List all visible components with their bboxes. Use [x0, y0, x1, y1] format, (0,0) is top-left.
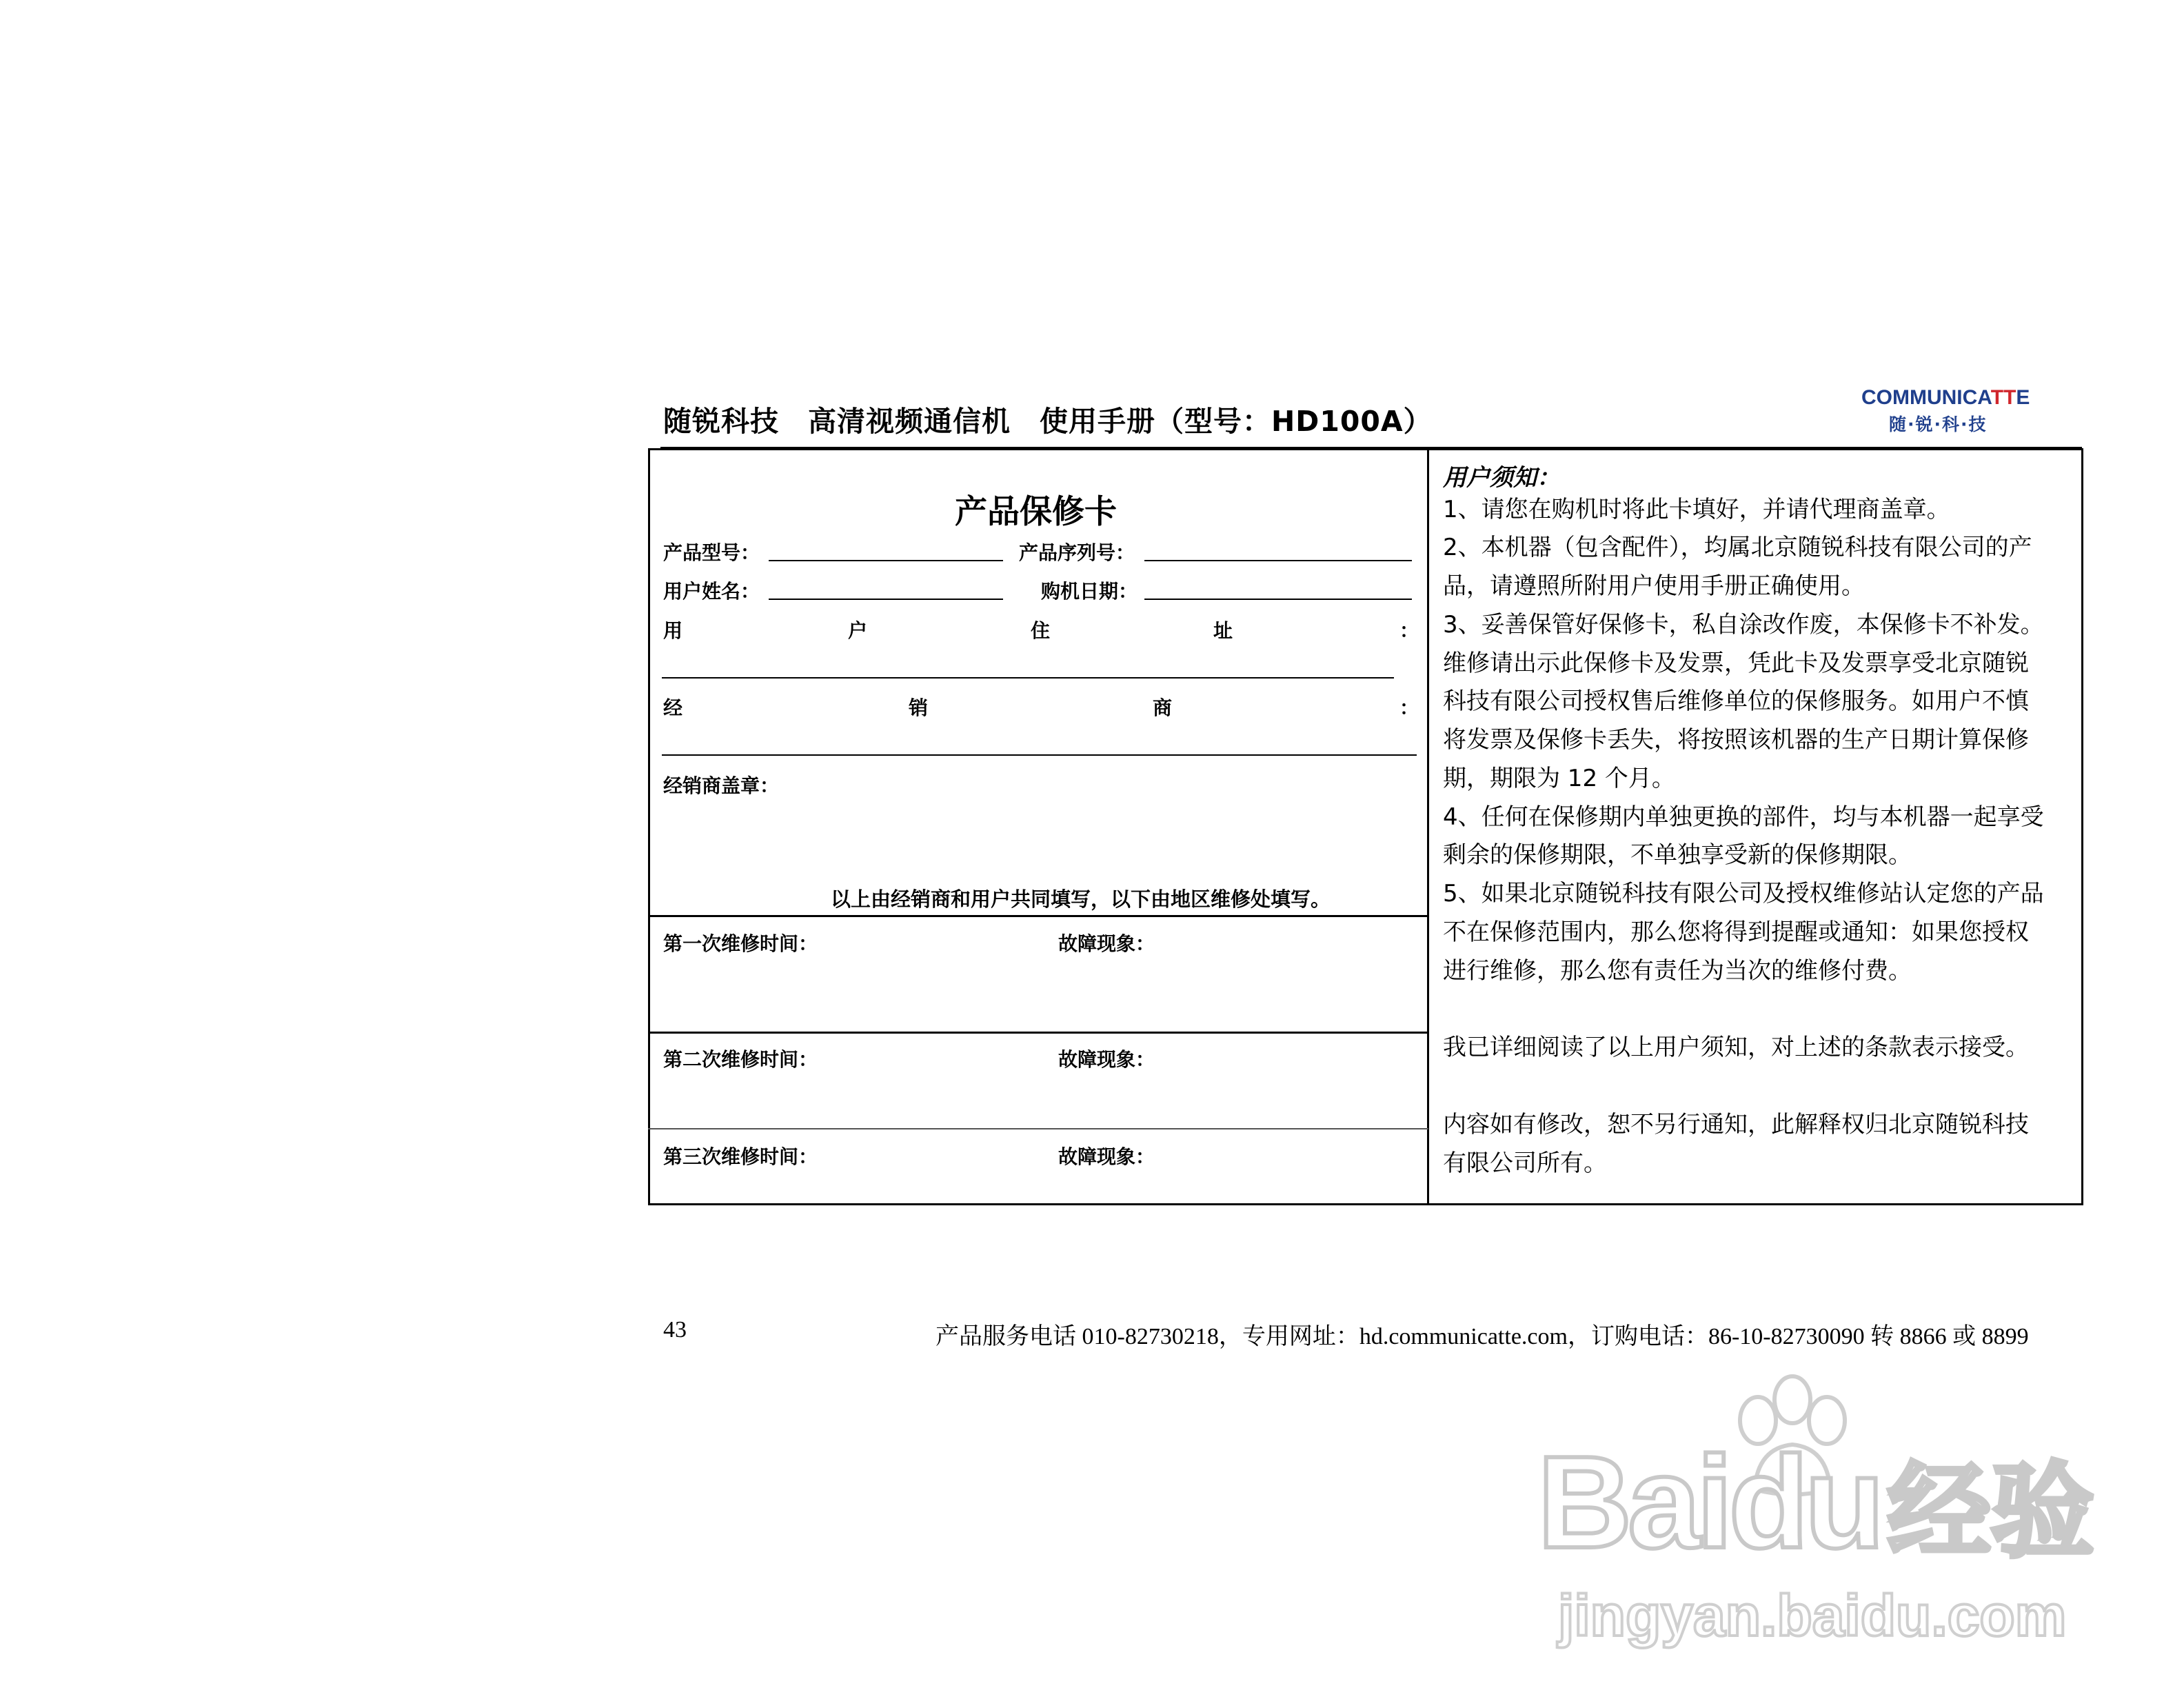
notice-line: 5、如果北京随锐科技有限公司及授权维修站认定您的产品: [1443, 880, 2044, 907]
section-divider: [648, 915, 1428, 917]
notice-line: 维修请出示此保修卡及发票，凭此卡及发票享受北京随锐: [1443, 650, 2029, 677]
dealer-char: 销: [909, 696, 929, 719]
notice-line: 将发票及保修卡丢失，将按照该机器的生产日期计算保修: [1443, 726, 2029, 754]
repair-3-fault-label: 故障现象：: [1058, 1145, 1155, 1168]
repair-1-fault-label: 故障现象：: [1058, 932, 1155, 955]
watermark-domain: jingyan.baidu.com: [1558, 1583, 2067, 1648]
section-divider: [648, 1032, 1428, 1034]
disclaimer-line: 内容如有修改，恕不另行通知，此解释权归北京随锐科技: [1443, 1111, 2029, 1138]
section-divider: [648, 1128, 1428, 1129]
user-name-field-line[interactable]: [769, 599, 1003, 600]
serial-label: 产品序列号：: [1019, 541, 1135, 564]
purchase-date-field-line[interactable]: [1144, 599, 1412, 600]
watermark-brand: Baidu经验: [1537, 1429, 2094, 1576]
page-number: 43: [663, 1317, 687, 1343]
dealer-char: 经: [663, 696, 683, 719]
model-label: 产品型号：: [663, 541, 760, 564]
address-char: 住: [1031, 619, 1051, 642]
notice-heading: 用户须知：: [1443, 464, 1560, 492]
logo-wordmark: COMMUNICATTE: [1861, 386, 2030, 409]
repair-3-time-label: 第三次维修时间：: [663, 1145, 818, 1168]
notice-line: 2、本机器（包含配件），均属北京随锐科技有限公司的产: [1443, 534, 2032, 561]
address-char: ：: [1399, 619, 1419, 642]
acceptance-statement: 我已详细阅读了以上用户须知，对上述的条款表示接受。: [1443, 1034, 2029, 1061]
notice-line: 4、任何在保修期内单独更换的部件，均与本机器一起享受: [1443, 803, 2044, 831]
purchase-date-label: 购机日期：: [1041, 580, 1138, 603]
dealer-stamp-label: 经销商盖章：: [663, 774, 780, 797]
company-logo: [1861, 386, 2048, 434]
notice-line: 品，请遵照所附用户使用手册正确使用。: [1443, 572, 1865, 600]
notice-line: 剩余的保修期限，不单独享受新的保修期限。: [1443, 841, 1912, 869]
baidu-watermark: [1537, 1372, 2094, 1662]
disclaimer-line: 有限公司所有。: [1443, 1149, 1607, 1177]
repair-1-time-label: 第一次维修时间：: [663, 932, 818, 955]
notice-line: 3、妥善保管好保修卡，私自涂改作废，本保修卡不补发。: [1443, 611, 2044, 639]
card-vertical-divider: [1427, 448, 1429, 1205]
notice-line: 不在保修范围内，那么您将得到提醒或通知：如果您授权: [1443, 918, 2029, 946]
dealer-field-line[interactable]: [662, 754, 1417, 756]
address-char: 用: [663, 619, 683, 642]
address-char: 户: [848, 619, 868, 642]
warranty-card-title: 产品保修卡: [955, 493, 1117, 531]
repair-2-time-label: 第二次维修时间：: [663, 1048, 818, 1071]
serial-field-line[interactable]: [1144, 560, 1412, 561]
notice-line: 科技有限公司授权售后维修单位的保修服务。如用户不慎: [1443, 687, 2029, 715]
address-char: 址: [1213, 619, 1233, 642]
dealer-char: ：: [1399, 696, 1419, 719]
footer-service-info: 产品服务电话 010-82730218，专用网址：hd.communicatte.com，订购电话：86-10-82730090 转 8866 或 8899: [936, 1324, 2029, 1349]
model-field-line[interactable]: [769, 560, 1003, 561]
logo-chinese-name: 随·锐·科·技: [1889, 414, 1988, 434]
notice-line: 1、请您在购机时将此卡填好，并请代理商盖章。: [1443, 496, 1950, 523]
notice-line: 进行维修，那么您有责任为当次的维修付费。: [1443, 957, 1912, 985]
notice-line: 期，期限为 12 个月。: [1443, 765, 1675, 792]
repair-2-fault-label: 故障现象：: [1058, 1048, 1155, 1071]
manual-header-title: 随锐科技 高清视频通信机 使用手册（型号：HD100A）: [663, 405, 1433, 438]
address-field-line[interactable]: [662, 677, 1394, 679]
dealer-char: 商: [1153, 696, 1173, 719]
fill-instruction-note: 以上由经销商和用户共同填写，以下由地区维修处填写。: [831, 887, 1331, 911]
user-name-label: 用户姓名：: [663, 580, 760, 603]
